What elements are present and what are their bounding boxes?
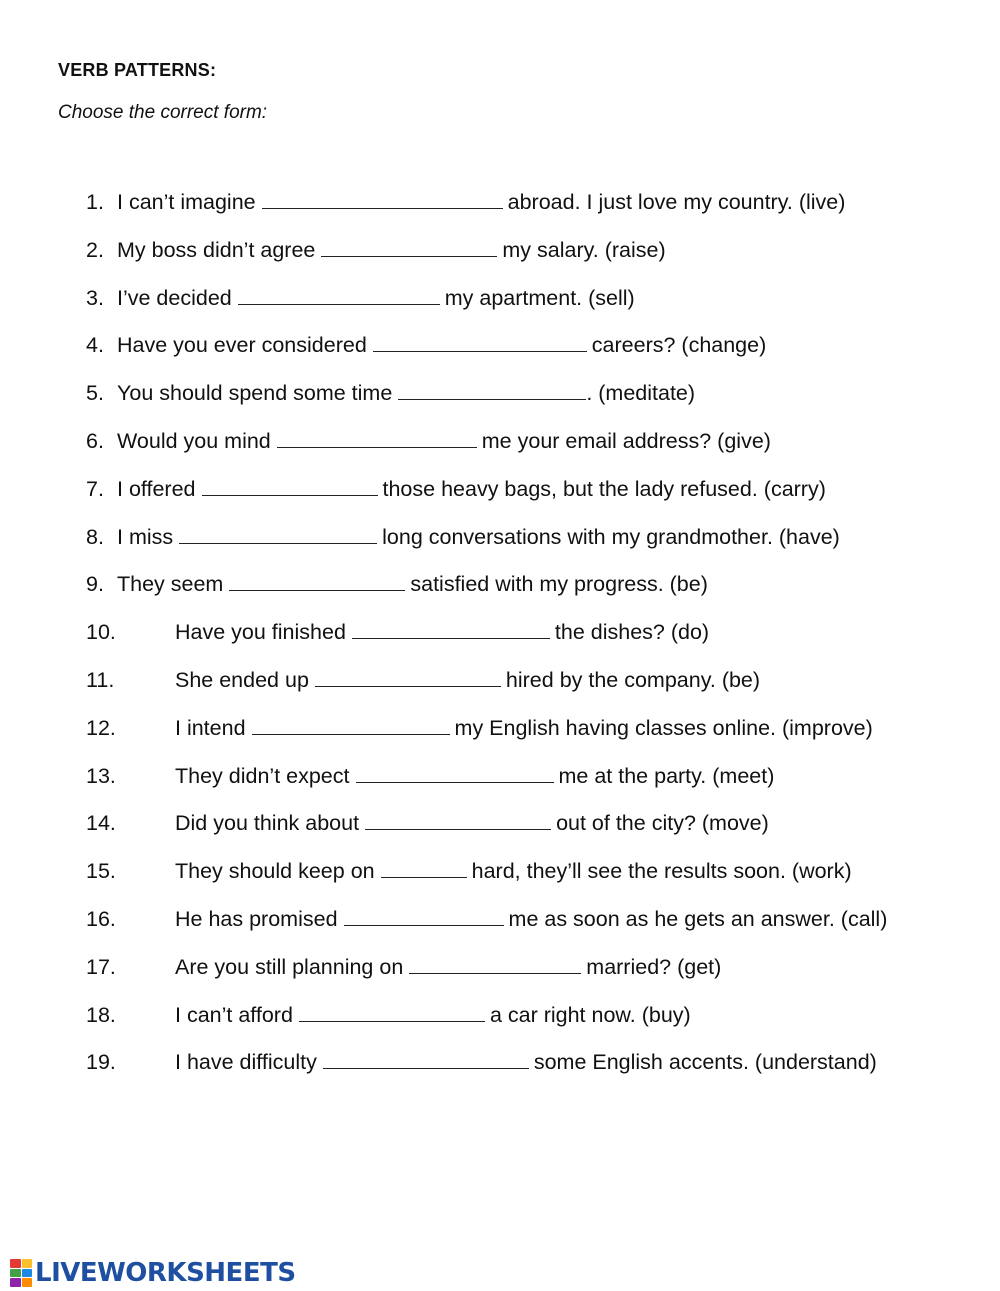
exercise-text-before: I offered bbox=[117, 476, 196, 501]
exercise-text-after: hard, they’ll see the results soon. (work) bbox=[471, 859, 852, 884]
worksheet-title: VERB PATTERNS: bbox=[58, 60, 217, 80]
exercise-number: 12. bbox=[86, 715, 116, 740]
exercise-text-after: married? (get) bbox=[586, 954, 722, 979]
answer-blank[interactable] bbox=[315, 664, 501, 687]
exercise-item bbox=[86, 807, 986, 855]
exercise-number: 7. bbox=[86, 476, 104, 501]
exercise-item bbox=[86, 712, 986, 760]
exercise-number: 19. bbox=[86, 1050, 116, 1075]
exercise-number: 8. bbox=[86, 524, 104, 549]
exercise-number: 1. bbox=[86, 190, 104, 214]
exercise-text-before: They didn’t expect bbox=[175, 763, 350, 788]
exercise-text-after: hired by the company. (be) bbox=[505, 667, 761, 692]
exercise-item bbox=[86, 951, 986, 999]
exercise-item bbox=[86, 329, 986, 377]
exercise-text-before: I miss bbox=[117, 524, 174, 549]
exercise-item bbox=[86, 473, 986, 521]
exercise-text-after: careers? (change) bbox=[591, 333, 767, 358]
liveworksheets-logo[interactable] bbox=[10, 1258, 296, 1288]
answer-blank[interactable] bbox=[381, 855, 467, 878]
exercise-item bbox=[86, 903, 986, 951]
exercise-item bbox=[86, 186, 986, 234]
exercise-text-before: I intend bbox=[175, 715, 246, 740]
exercise-item bbox=[86, 1046, 986, 1094]
exercise-item bbox=[86, 521, 986, 569]
exercise-text-before: I can’t imagine bbox=[117, 190, 256, 214]
exercise-item bbox=[86, 282, 986, 330]
exercise-number: 17. bbox=[86, 954, 116, 979]
exercise-text-before: I have difficulty bbox=[175, 1050, 317, 1075]
answer-blank[interactable] bbox=[323, 1046, 529, 1069]
exercise-text-before: You should spend some time bbox=[117, 381, 393, 406]
answer-blank[interactable] bbox=[252, 712, 450, 735]
answer-blank[interactable] bbox=[179, 521, 377, 544]
exercise-number: 11. bbox=[86, 667, 115, 692]
exercise-text-before: She ended up bbox=[175, 667, 309, 692]
exercise-text-before: Have you finished bbox=[175, 620, 346, 645]
exercise-text-after: satisfied with my progress. (be) bbox=[410, 572, 708, 597]
exercise-text-before: I’ve decided bbox=[117, 285, 232, 310]
exercise-text-after: me your email address? (give) bbox=[481, 428, 771, 453]
exercise-number: 18. bbox=[86, 1002, 116, 1027]
exercise-text-before: They seem bbox=[117, 572, 224, 597]
exercise-item bbox=[86, 664, 986, 712]
answer-blank[interactable] bbox=[373, 329, 587, 352]
exercise-number: 9. bbox=[86, 572, 104, 597]
exercise-text-before: Would you mind bbox=[117, 428, 271, 453]
worksheet-instructions: Choose the correct form: bbox=[58, 102, 268, 123]
exercise-item bbox=[86, 760, 986, 808]
exercise-text-after: my salary. (raise) bbox=[502, 237, 666, 262]
exercise-text-after: my English having classes online. (improve) bbox=[454, 715, 873, 740]
exercise-text-after: the dishes? (do) bbox=[554, 620, 710, 645]
exercise-text-before: He has promised bbox=[175, 906, 338, 931]
exercise-text-after: me at the party. (meet) bbox=[558, 763, 775, 788]
answer-blank[interactable] bbox=[262, 186, 503, 209]
exercise-text-after: out of the city? (move) bbox=[556, 811, 769, 836]
exercise-item bbox=[86, 377, 986, 425]
answer-blank[interactable] bbox=[299, 999, 485, 1022]
exercise-text-before: They should keep on bbox=[175, 859, 375, 884]
exercise-text-after: those heavy bags, but the lady refused. (carry) bbox=[382, 476, 826, 501]
exercise-item bbox=[86, 999, 986, 1047]
exercise-item bbox=[86, 568, 986, 616]
answer-blank[interactable] bbox=[321, 234, 497, 257]
exercise-text-after: my apartment. (sell) bbox=[444, 285, 635, 310]
exercise-number: 4. bbox=[86, 333, 104, 358]
exercise-text-before: Did you think about bbox=[175, 811, 360, 836]
exercise-text-after: long conversations with my grandmother. (have) bbox=[382, 524, 840, 549]
exercise-list bbox=[86, 186, 986, 1094]
exercise-text-after: me as soon as he gets an answer. (call) bbox=[508, 906, 888, 931]
answer-blank[interactable] bbox=[344, 903, 504, 926]
exercise-text-before: Are you still planning on bbox=[175, 954, 404, 979]
exercise-number: 16. bbox=[86, 906, 116, 931]
answer-blank[interactable] bbox=[365, 807, 551, 830]
answer-blank[interactable] bbox=[277, 425, 477, 448]
answer-blank[interactable] bbox=[356, 760, 554, 783]
exercise-item bbox=[86, 855, 986, 903]
exercise-text-after: . (meditate) bbox=[586, 381, 696, 406]
logo-text: LIVEWORKSHEETS bbox=[35, 1258, 296, 1288]
exercise-text-before: Have you ever considered bbox=[117, 333, 367, 358]
answer-blank[interactable] bbox=[398, 377, 586, 400]
answer-blank[interactable] bbox=[409, 951, 581, 974]
answer-blank[interactable] bbox=[202, 473, 378, 496]
exercise-item bbox=[86, 234, 986, 282]
exercise-text-before: I can’t afford bbox=[175, 1002, 293, 1027]
exercise-number: 13. bbox=[86, 763, 116, 788]
exercise-number: 3. bbox=[86, 285, 104, 310]
answer-blank[interactable] bbox=[238, 282, 440, 305]
exercise-number: 6. bbox=[86, 428, 104, 453]
exercise-item bbox=[86, 616, 986, 664]
exercise-number: 5. bbox=[86, 381, 104, 406]
answer-blank[interactable] bbox=[352, 616, 550, 639]
exercise-text-after: a car right now. (buy) bbox=[489, 1002, 691, 1027]
exercise-item bbox=[86, 425, 986, 473]
exercise-number: 10. bbox=[86, 620, 116, 645]
answer-blank[interactable] bbox=[229, 568, 405, 591]
exercise-number: 15. bbox=[86, 859, 116, 884]
liveworksheets-logo-icon bbox=[10, 1259, 32, 1287]
exercise-number: 2. bbox=[86, 237, 104, 262]
exercise-text-after: abroad. I just love my country. (live) bbox=[507, 190, 846, 214]
exercise-number: 14. bbox=[86, 811, 116, 836]
exercise-text-after: some English accents. (understand) bbox=[533, 1050, 877, 1075]
exercise-text-before: My boss didn’t agree bbox=[117, 237, 316, 262]
